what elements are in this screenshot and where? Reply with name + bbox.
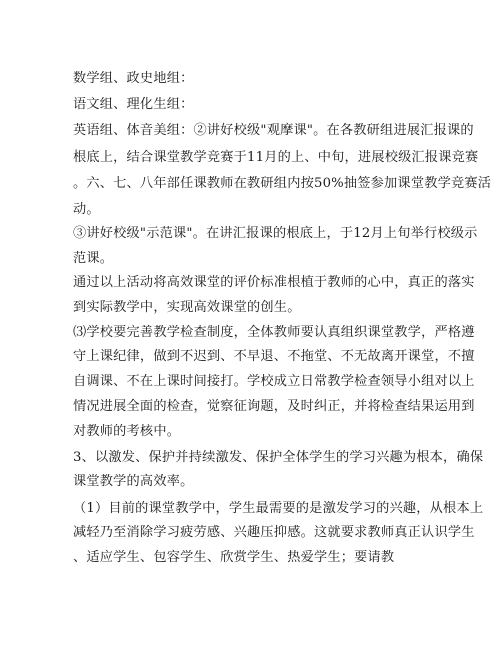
text-line: 3、以激发、保护并持续激发、保护全体学生的学习兴趣为根本，确保 (73, 450, 484, 465)
text-line: 自调课、不在上课时间接打。学校成立日常教学检查领导小组对以上 (73, 374, 475, 389)
text-line: 对教师的考核中。 (73, 424, 181, 439)
text-line: ③讲好校级"示范课"。在讲汇报课的根底上，于12月上旬举行校级示 (73, 226, 478, 241)
text-line: 语文组、理化生组： (73, 97, 194, 112)
text-line: 、适应学生、包容学生、欣赏学生、热爱学生；要请教 (73, 550, 395, 565)
text-line: 减轻乃至消除学习疲劳感、兴趣压抑感。这就要求教师真正认识学生 (73, 525, 475, 540)
text-line: 课堂教学的高效率。 (73, 474, 194, 489)
text-line: 通过以上活动将高效课堂的评价标准根植于教师的心中，真正的落实 (73, 275, 475, 290)
text-line: 到实际教学中，实现高效课堂的创生。 (73, 300, 301, 315)
text-line: 。六、七、八年部任课教师在教研组内按50%抽签参加课堂教学竞赛活 (73, 176, 492, 191)
text-line: 守上课纪律，做到不迟到、不早退、不拖堂、不无故离开课堂，不擅 (73, 349, 475, 364)
text-line: 范课。 (73, 251, 114, 266)
text-line: 动。 (73, 202, 100, 217)
text-line: 数学组、政史地组： (73, 71, 194, 86)
text-line: ⑶学校要完善教学检查制度，全体教师要认真组织课堂教学，严格遵 (73, 325, 475, 340)
text-line: 根底上，结合课堂教学竞赛于11月的上、中旬，进展校级汇报课竞赛 (73, 150, 479, 165)
text-line: 英语组、体音美组：②讲好校级"观摩课"。在各教研组进展汇报课的 (73, 123, 474, 138)
text-line: （1）目前的课堂教学中，学生最需要的是激发学习的兴趣，从根本上 (73, 501, 484, 516)
text-line: 情况进展全面的检查，觉察征询题，及时纠正，并将检查结果运用到 (73, 399, 475, 414)
